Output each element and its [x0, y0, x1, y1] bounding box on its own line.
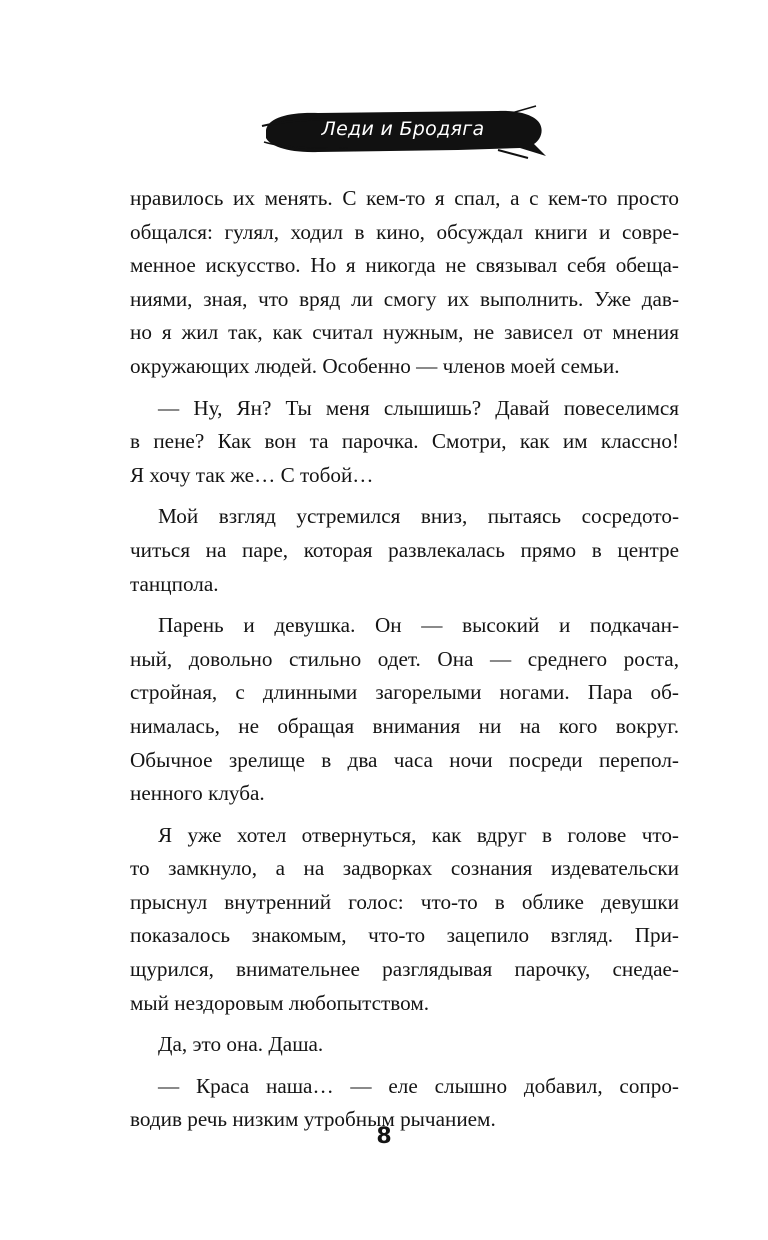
text-line: Обычное зрелище в два часа ночи посреди перепол-: [130, 747, 679, 772]
text-line: Я уже хотел отвернуться, как вдруг в голове что-: [158, 822, 679, 847]
paragraph: [130, 182, 679, 384]
body-text: [130, 182, 679, 1145]
text-line: водив речь низким утробным рычанием.: [130, 1107, 496, 1132]
text-line: танцпола.: [130, 571, 219, 596]
running-header: [258, 100, 548, 162]
text-line: в пене? Как вон та парочка. Смотри, как им классно!: [130, 429, 679, 454]
paragraph: [130, 1028, 679, 1062]
text-line: нравилось их менять. С кем-то я спал, а с кем-то просто: [130, 186, 679, 210]
text-line: Да, это она. Даша.: [158, 1032, 324, 1057]
text-line: но я жил так, как считал нужным, не зависел от мнения: [130, 320, 679, 345]
text-line: ный, довольно стильно одет. Она — среднего роста,: [130, 646, 679, 671]
text-line: читься на паре, которая развлекалась прямо в центре: [130, 537, 679, 562]
paragraph: [130, 500, 679, 601]
text-line: ненного клуба.: [130, 781, 265, 806]
paragraph: [130, 819, 679, 1021]
text-line: Парень и девушка. Он — высокий и подкачан-: [158, 613, 679, 638]
text-line: — Ну, Ян? Ты меня слышишь? Давай повеселимся: [158, 395, 679, 420]
text-line: мый нездоровым любопытством.: [130, 990, 430, 1015]
page-number: 8: [376, 1124, 392, 1149]
text-line: ниями, зная, что вряд ли смогу их выполнить. Уже дав-: [130, 286, 679, 311]
text-line: нималась, не обращая внимания ни на кого вокруг.: [130, 713, 679, 738]
text-line: общался: гулял, ходил в кино, обсуждал книги и совре-: [130, 219, 679, 244]
text-line: Мой взгляд устремился вниз, пытаясь сосредото-: [158, 504, 679, 529]
text-line: стройная, с длинными загорелыми ногами. Пара об-: [130, 680, 679, 705]
text-line: менное искусство. Но я никогда не связывал себя обеща-: [130, 253, 679, 278]
text-line: то замкнуло, а на задворках сознания издевательски: [130, 856, 679, 881]
header-title: Леди и Бродяга: [321, 118, 485, 140]
text-line: окружающих людей. Особенно — членов моей семьи.: [130, 353, 620, 378]
text-line: показалось знакомым, что-то зацепило взгляд. При-: [130, 923, 679, 948]
text-line: — Краса наша… — еле слышно добавил, сопро-: [158, 1073, 679, 1098]
paragraph: [130, 392, 679, 493]
text-line: щурился, внимательнее разглядывая парочку, снедае-: [130, 957, 679, 982]
paragraph: [130, 609, 679, 811]
text-line: прыснул внутренний голос: что-то в облике девушки: [130, 889, 679, 914]
text-line: Я хочу так же… С тобой…: [130, 462, 374, 487]
